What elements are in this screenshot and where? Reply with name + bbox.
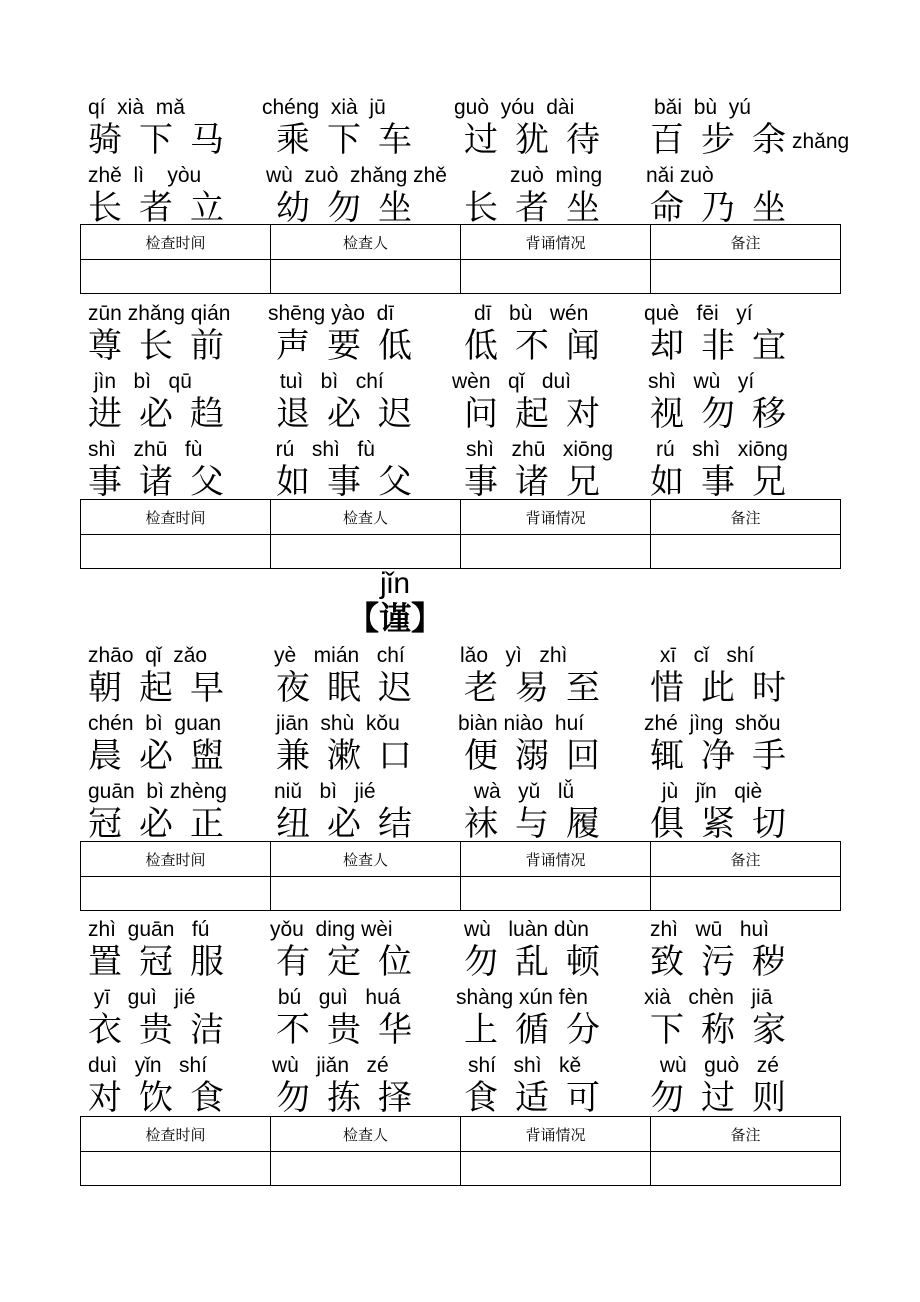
pinyin: qí xià mǎ xyxy=(88,96,185,119)
pinyin: bú guì huá xyxy=(272,986,401,1009)
header-recite-status: 背诵情况 xyxy=(461,1117,651,1152)
header-checker: 检查人 xyxy=(271,1117,461,1152)
header-notes: 备注 xyxy=(651,842,841,877)
hanzi: 事诸父 xyxy=(88,462,241,502)
hanzi: 进必趋 xyxy=(88,394,241,434)
cell-recite-status[interactable] xyxy=(461,535,651,569)
hanzi: 俱紧切 xyxy=(650,804,803,844)
pinyin: zhě lì yòu xyxy=(88,164,202,187)
cell-recite-status[interactable] xyxy=(461,1152,651,1186)
check-table xyxy=(80,841,841,911)
hanzi: 却非宜 xyxy=(650,326,803,366)
verse-line xyxy=(88,164,848,232)
verse-line xyxy=(88,302,848,370)
pinyin: xià chèn jiā xyxy=(644,986,773,1009)
verse-line xyxy=(88,96,848,164)
header-checker: 检查人 xyxy=(271,842,461,877)
hanzi: 问起对 xyxy=(464,394,617,434)
pinyin: wèn qǐ duì xyxy=(452,370,572,393)
pinyin: bǎi bù yú xyxy=(654,96,751,119)
hanzi: 长者坐 xyxy=(464,188,617,228)
hanzi: 老易至 xyxy=(464,668,617,708)
pinyin: zhì guān fú xyxy=(88,918,210,941)
hanzi: 对饮食 xyxy=(88,1078,241,1118)
pinyin: yǒu ding wèi xyxy=(270,918,393,941)
pinyin: shì zhū fù xyxy=(88,438,203,461)
hanzi: 辄净手 xyxy=(650,736,803,776)
pinyin: zuò mìng xyxy=(510,164,603,187)
pinyin: dī bù wén xyxy=(474,302,589,325)
verse-line xyxy=(88,918,848,986)
hanzi: 上循分 xyxy=(464,1010,617,1050)
verse-line xyxy=(88,780,848,848)
pinyin: zhāo qǐ zǎo xyxy=(88,644,208,667)
cell-notes[interactable] xyxy=(651,1152,841,1186)
cell-recite-status[interactable] xyxy=(461,877,651,911)
pinyin: jiān shù kǒu xyxy=(276,712,400,735)
pinyin: shí shì kě xyxy=(468,1054,582,1077)
header-recite-status: 背诵情况 xyxy=(461,500,651,535)
hanzi: 食适可 xyxy=(464,1078,617,1118)
cell-checker[interactable] xyxy=(271,535,461,569)
pinyin: zhì wū huì xyxy=(650,918,770,941)
verse-line xyxy=(88,644,848,712)
hanzi: 尊长前 xyxy=(88,326,241,366)
heading-title: 【谨】 xyxy=(346,599,443,637)
hanzi: 勿拣择 xyxy=(276,1078,429,1118)
hanzi: 冠必正 xyxy=(88,804,241,844)
hanzi: 声要低 xyxy=(276,326,429,366)
pinyin: rú shì fù xyxy=(264,438,375,461)
header-recite-status: 背诵情况 xyxy=(461,225,651,260)
section-heading xyxy=(330,568,460,636)
pinyin: rú shì xiōng xyxy=(656,438,788,461)
hanzi: 长者立 xyxy=(88,188,241,228)
check-table xyxy=(80,1116,841,1186)
pinyin: duì yǐn shí xyxy=(88,1054,208,1077)
pinyin: wà yǔ lǚ xyxy=(468,780,575,803)
pinyin: xī cǐ shí xyxy=(654,644,755,667)
hanzi: 低不闻 xyxy=(464,326,617,366)
pinyin: wù luàn dùn xyxy=(464,918,589,941)
hanzi: 袜与履 xyxy=(464,804,617,844)
pinyin: shì wù yí xyxy=(648,370,755,393)
hanzi: 事诸兄 xyxy=(464,462,617,502)
pinyin: yè mián chí xyxy=(274,644,405,667)
cell-check-time[interactable] xyxy=(81,877,271,911)
verse-line xyxy=(88,370,848,438)
pinyin: biàn niào huí xyxy=(458,712,585,735)
hanzi: 便溺回 xyxy=(464,736,617,776)
header-notes: 备注 xyxy=(651,225,841,260)
heading-pinyin: jǐn xyxy=(379,567,410,600)
header-check-time: 检查时间 xyxy=(81,225,271,260)
hanzi: 晨必盥 xyxy=(88,736,241,776)
pinyin: jìn bì qū xyxy=(88,370,192,393)
hanzi: 不贵华 xyxy=(276,1010,429,1050)
pinyin: niǔ bì jié xyxy=(274,780,376,803)
cell-notes[interactable] xyxy=(651,877,841,911)
verse-line xyxy=(88,438,848,506)
header-check-time: 检查时间 xyxy=(81,500,271,535)
cell-check-time[interactable] xyxy=(81,260,271,294)
verse-line xyxy=(88,1054,848,1122)
hanzi: 勿过则 xyxy=(650,1078,803,1118)
verse-line xyxy=(88,712,848,780)
hanzi: 兼漱口 xyxy=(276,736,429,776)
cell-check-time[interactable] xyxy=(81,535,271,569)
pinyin-overflow: zhǎng xyxy=(792,130,850,153)
pinyin: lǎo yì zhì xyxy=(460,644,568,667)
verse-line xyxy=(88,986,848,1054)
cell-checker[interactable] xyxy=(271,1152,461,1186)
cell-notes[interactable] xyxy=(651,260,841,294)
pinyin: guò yóu dài xyxy=(454,96,575,119)
pinyin: guān bì zhèng xyxy=(88,780,227,803)
check-table xyxy=(80,224,841,294)
pinyin: shì zhū xiōng xyxy=(466,438,614,461)
pinyin: yī guì jié xyxy=(88,986,196,1009)
hanzi: 置冠服 xyxy=(88,942,241,982)
pinyin: wù zuò zhǎng zhě xyxy=(266,164,447,187)
header-notes: 备注 xyxy=(651,500,841,535)
hanzi: 乘下车 xyxy=(276,120,429,160)
pinyin: chén bì guan xyxy=(88,712,222,735)
hanzi: 惜此时 xyxy=(650,668,803,708)
pinyin: zhé jìng shǒu xyxy=(644,712,781,735)
header-notes: 备注 xyxy=(651,1117,841,1152)
hanzi: 有定位 xyxy=(276,942,429,982)
pinyin: què fēi yí xyxy=(644,302,753,325)
cell-notes[interactable] xyxy=(651,535,841,569)
pinyin: jù jǐn qiè xyxy=(656,780,763,803)
hanzi: 过犹待 xyxy=(464,120,617,160)
check-table xyxy=(80,499,841,569)
header-check-time: 检查时间 xyxy=(81,1117,271,1152)
hanzi: 夜眠迟 xyxy=(276,668,429,708)
pinyin: shàng xún fèn xyxy=(456,986,588,1009)
hanzi: 命乃坐 xyxy=(650,188,803,228)
header-checker: 检查人 xyxy=(271,500,461,535)
hanzi: 致污秽 xyxy=(650,942,803,982)
hanzi: 纽必结 xyxy=(276,804,429,844)
hanzi: 下称家 xyxy=(650,1010,803,1050)
pinyin: wù jiǎn zé xyxy=(272,1054,389,1077)
hanzi: 骑下马 xyxy=(88,120,241,160)
cell-checker[interactable] xyxy=(271,877,461,911)
pinyin: nǎi zuò xyxy=(646,164,714,187)
hanzi: 幼勿坐 xyxy=(276,188,429,228)
cell-recite-status[interactable] xyxy=(461,260,651,294)
hanzi: 视勿移 xyxy=(650,394,803,434)
hanzi: 朝起早 xyxy=(88,668,241,708)
pinyin: wù guò zé xyxy=(654,1054,779,1077)
header-check-time: 检查时间 xyxy=(81,842,271,877)
hanzi: 勿乱顿 xyxy=(464,942,617,982)
cell-check-time[interactable] xyxy=(81,1152,271,1186)
pinyin: zūn zhǎng qián xyxy=(88,302,231,325)
hanzi: 如事父 xyxy=(276,462,429,502)
hanzi: 百步余 xyxy=(650,120,803,160)
pinyin: tuì bì chí xyxy=(274,370,384,393)
pinyin: shēng yào dī xyxy=(268,302,395,325)
hanzi: 如事兄 xyxy=(650,462,803,502)
pinyin: chéng xià jū xyxy=(262,96,386,119)
cell-checker[interactable] xyxy=(271,260,461,294)
header-checker: 检查人 xyxy=(271,225,461,260)
header-recite-status: 背诵情况 xyxy=(461,842,651,877)
hanzi: 衣贵洁 xyxy=(88,1010,241,1050)
hanzi: 退必迟 xyxy=(276,394,429,434)
